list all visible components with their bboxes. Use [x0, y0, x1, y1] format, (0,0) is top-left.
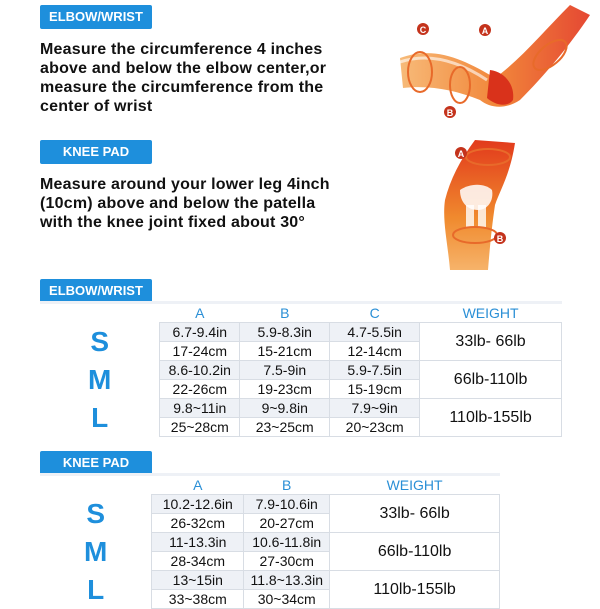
- elbow-desc-line: above and below the elbow center,or: [40, 60, 327, 77]
- svg-text:B: B: [446, 108, 454, 118]
- size-cell: 9~9.8in: [240, 399, 330, 418]
- table-row: [40, 533, 500, 552]
- size-cell: 7.9~9in: [330, 399, 420, 418]
- col-header-b: B: [244, 476, 330, 495]
- table-row: [40, 571, 500, 590]
- size-cell: 28-34cm: [152, 552, 244, 571]
- table-row: [40, 361, 562, 380]
- elbow-wrist-tag: ELBOW/WRIST: [40, 5, 152, 29]
- col-header-weight: WEIGHT: [420, 304, 562, 323]
- size-cell: 27-30cm: [244, 552, 330, 571]
- elbow-size-table: [40, 304, 562, 437]
- size-cell: 7.5-9in: [240, 361, 330, 380]
- size-label: S: [40, 323, 160, 361]
- size-cell: 20~23cm: [330, 418, 420, 437]
- col-header-b: B: [240, 304, 330, 323]
- marker-c-icon: [417, 23, 429, 35]
- size-cell: 10.2-12.6in: [152, 495, 244, 514]
- knee-table-tag: KNEE PAD: [40, 451, 152, 475]
- size-cell: 20-27cm: [244, 514, 330, 533]
- size-label: L: [40, 399, 160, 437]
- size-cell: 11-13.3in: [152, 533, 244, 552]
- knee-pad-tag: KNEE PAD: [40, 140, 152, 164]
- col-header-c: C: [330, 304, 420, 323]
- svg-text:A: A: [457, 149, 465, 159]
- weight-cell: 66lb-110lb: [330, 533, 500, 571]
- size-cell: 19-23cm: [240, 380, 330, 399]
- size-cell: 7.9-10.6in: [244, 495, 330, 514]
- size-label: S: [40, 495, 152, 533]
- elbow-measure-instructions: [40, 40, 400, 116]
- size-cell: 12-14cm: [330, 342, 420, 361]
- svg-text:A: A: [481, 26, 489, 36]
- weight-cell: 33lb- 66lb: [330, 495, 500, 533]
- weight-cell: 110lb-155lb: [420, 399, 562, 437]
- size-cell: 26-32cm: [152, 514, 244, 533]
- size-cell: 8.6-10.2in: [160, 361, 240, 380]
- table-row: [40, 399, 562, 418]
- weight-cell: 66lb-110lb: [420, 361, 562, 399]
- size-cell: 6.7-9.4in: [160, 323, 240, 342]
- size-label: L: [40, 571, 152, 609]
- size-cell: 10.6-11.8in: [244, 533, 330, 552]
- size-cell: 17-24cm: [160, 342, 240, 361]
- marker-b-icon: [444, 106, 456, 118]
- elbow-arm-illustration: [395, 0, 595, 125]
- marker-b-icon: [494, 232, 506, 244]
- size-cell: 22-26cm: [160, 380, 240, 399]
- knee-measure-instructions: [40, 175, 400, 232]
- size-cell: 33~38cm: [152, 590, 244, 609]
- weight-cell: 110lb-155lb: [330, 571, 500, 609]
- svg-text:C: C: [419, 25, 427, 35]
- col-header-a: A: [160, 304, 240, 323]
- table-row: [40, 495, 500, 514]
- weight-cell: 33lb- 66lb: [420, 323, 562, 361]
- marker-a-icon: [455, 147, 467, 159]
- size-cell: 11.8~13.3in: [244, 571, 330, 590]
- size-cell: 5.9-7.5in: [330, 361, 420, 380]
- elbow-table-tag: ELBOW/WRIST: [40, 279, 152, 303]
- size-label: M: [40, 361, 160, 399]
- knee-desc-line: with the knee joint fixed about 30°: [40, 214, 305, 231]
- elbow-desc-line: Measure the circumference 4 inches: [40, 41, 323, 58]
- col-header-a: A: [152, 476, 244, 495]
- size-cell: 4.7-5.5in: [330, 323, 420, 342]
- svg-text:B: B: [496, 234, 504, 244]
- size-cell: 25~28cm: [160, 418, 240, 437]
- knee-desc-line: Measure around your lower leg 4inch: [40, 176, 330, 193]
- col-header-weight: WEIGHT: [330, 476, 500, 495]
- knee-leg-illustration: [420, 135, 530, 275]
- size-cell: 9.8~11in: [160, 399, 240, 418]
- size-cell: 30~34cm: [244, 590, 330, 609]
- size-cell: 13~15in: [152, 571, 244, 590]
- size-cell: 5.9-8.3in: [240, 323, 330, 342]
- elbow-desc-line: measure the circumference from the: [40, 79, 324, 96]
- size-cell: 15-19cm: [330, 380, 420, 399]
- knee-desc-line: (10cm) above and below the patella: [40, 195, 316, 212]
- elbow-desc-line: center of wrist: [40, 98, 153, 115]
- knee-size-table: [40, 476, 500, 609]
- marker-a-icon: [479, 24, 491, 36]
- size-cell: 23~25cm: [240, 418, 330, 437]
- table-row: [40, 323, 562, 342]
- size-cell: 15-21cm: [240, 342, 330, 361]
- size-label: M: [40, 533, 152, 571]
